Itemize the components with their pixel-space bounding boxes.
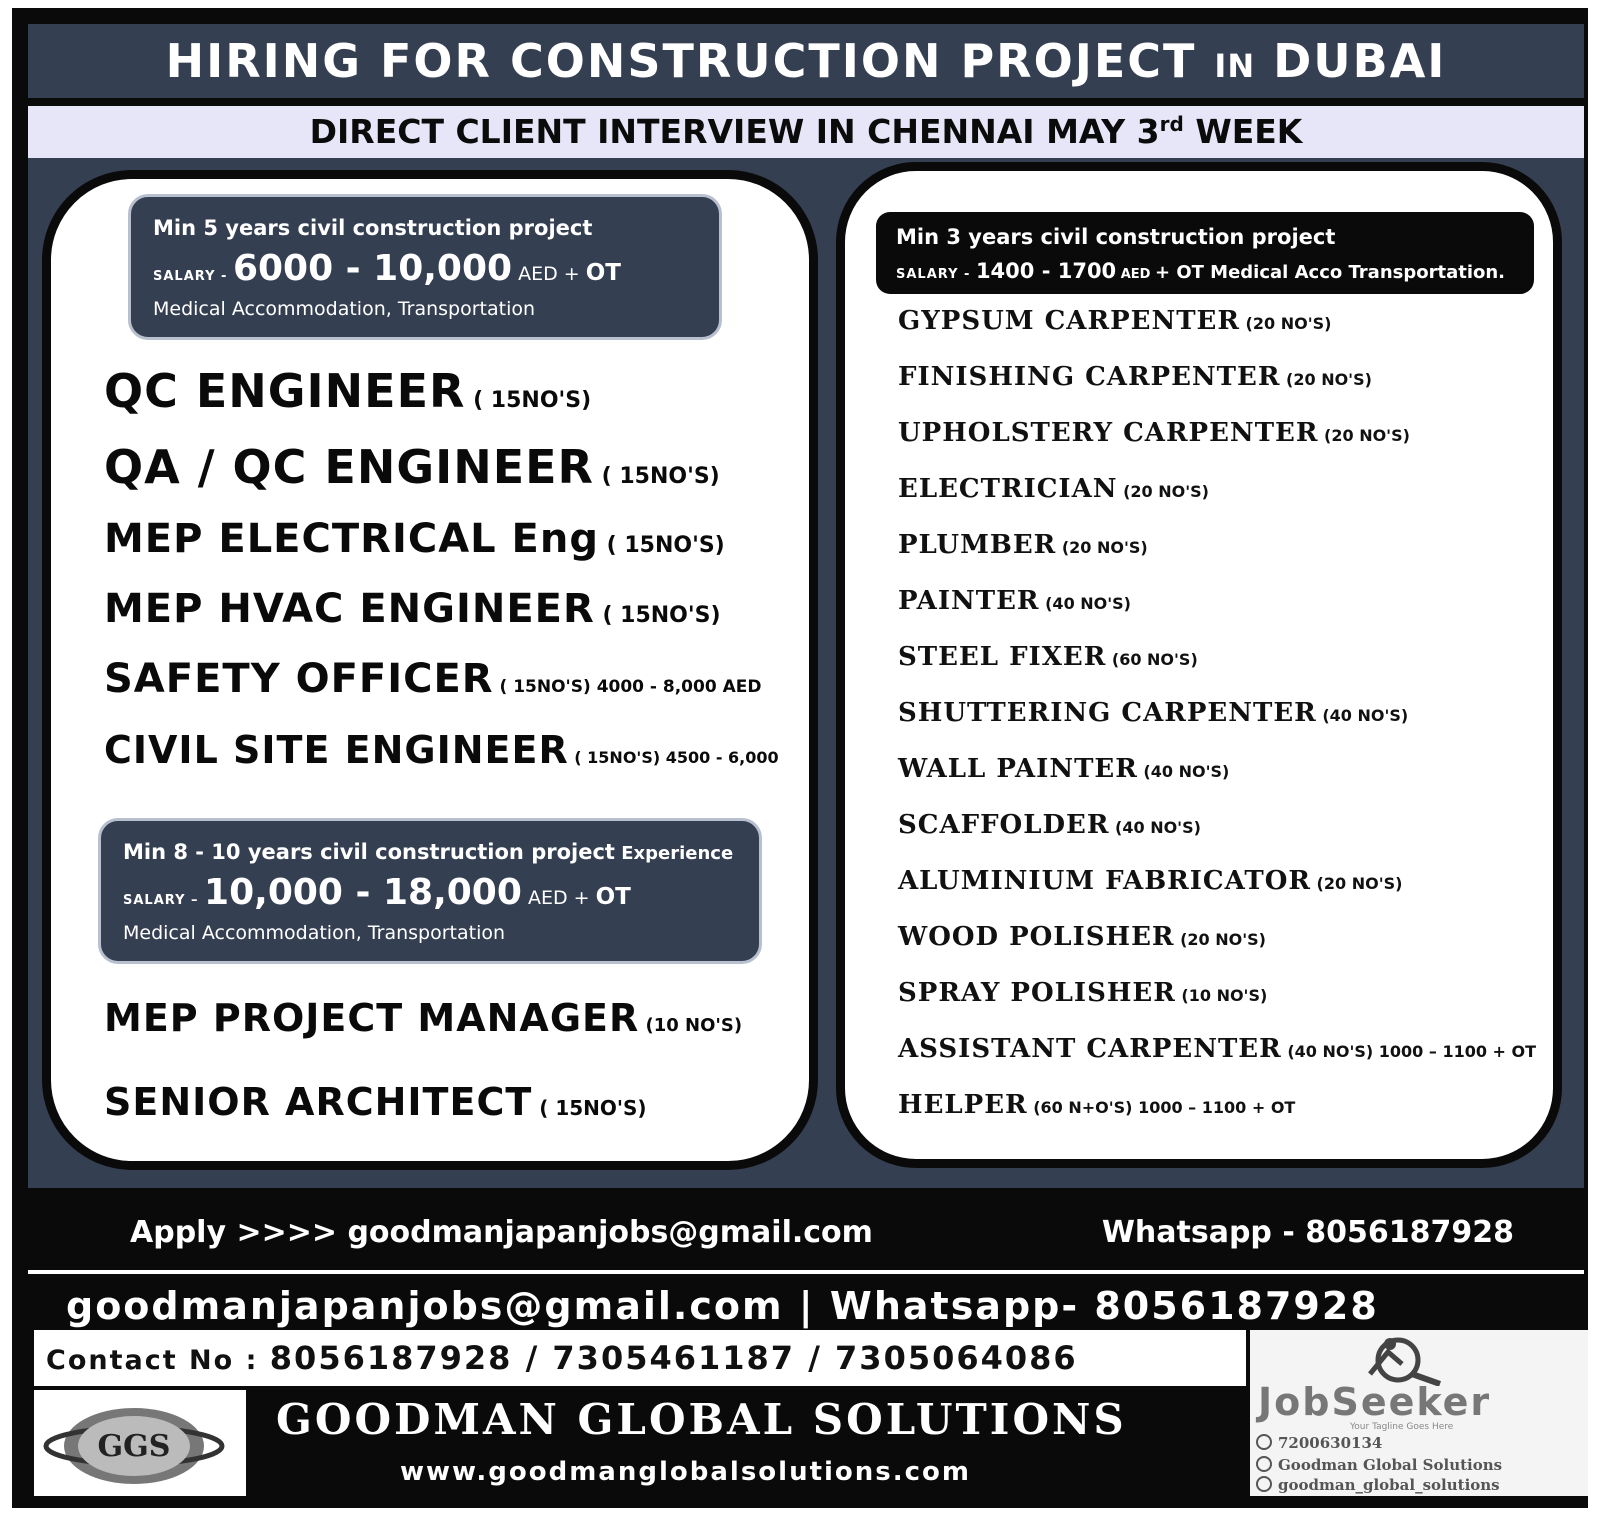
job-helper: HELPER (60 N+O'S) 1000 – 1100 + OT (898, 1090, 1296, 1120)
contact-phone-list[interactable]: 8056187928 / 7305461187 / 7305064086 (269, 1339, 1078, 1377)
poster-title (28, 24, 1584, 98)
benefits-text-senior: Medical Accommodation, Transportation (123, 922, 506, 944)
job-mep-electrical: MEP ELECTRICAL Eng ( 15NO'S) (104, 516, 725, 562)
job-gypsum-carpenter: GYPSUM CARPENTER (20 NO'S) (898, 306, 1332, 336)
job-safety-officer: SAFETY OFFICER ( 15NO'S) 4000 - 8,000 AED (104, 656, 762, 702)
job-wall-painter: WALL PAINTER (40 NO'S) (898, 754, 1230, 784)
divider (28, 1270, 1584, 1274)
title-part2: DUBAI (1255, 34, 1447, 88)
salary-box-trades (876, 212, 1534, 294)
phone-icon (1256, 1434, 1272, 1450)
salary-range-senior: 10,000 - 18,000 (204, 872, 522, 913)
salary-box-senior (98, 818, 762, 964)
apply-email[interactable]: Apply >>>> goodmanjapanjobs@gmail.com (130, 1215, 873, 1250)
job-plumber: PLUMBER (20 NO'S) (898, 530, 1148, 560)
instagram-icon (1256, 1476, 1272, 1492)
interview-end: WEEK (1183, 112, 1303, 151)
salary-line-senior: SALARY – 10,000 - 18,000 AED + OT (123, 872, 631, 913)
title-part1: HIRING FOR CONSTRUCTION PROJECT (165, 34, 1215, 88)
job-upholstery-carpenter: UPHOLSTERY CARPENTER (20 NO'S) (898, 418, 1410, 448)
jobseeker-facebook: Goodman Global Solutions (1256, 1456, 1502, 1474)
benefits-text: Medical Accommodation, Transportation (153, 298, 536, 320)
company-name: GOODMAN GLOBAL SOLUTIONS (276, 1395, 1127, 1444)
ggs-logo (34, 1390, 246, 1496)
interview-text: DIRECT CLIENT INTERVIEW IN CHENNAI MAY 3 (309, 112, 1160, 151)
requirement-text-trades: Min 3 years civil construction project (896, 225, 1336, 249)
job-qa-qc-engineer: QA / QC ENGINEER ( 15NO'S) (104, 440, 720, 494)
job-steel-fixer: STEEL FIXER (60 NO'S) (898, 642, 1198, 672)
email-whatsapp-line[interactable]: goodmanjapanjobs@gmail.com | Whatsapp- 8056187928 (66, 1284, 1379, 1328)
job-mep-project-manager: MEP PROJECT MANAGER (10 NO'S) (104, 996, 743, 1040)
job-shuttering-carpenter: SHUTTERING CARPENTER (40 NO'S) (898, 698, 1409, 728)
job-scaffolder: SCAFFOLDER (40 NO'S) (898, 810, 1201, 840)
salary-line: SALARY - 6000 - 10,000 AED + OT (153, 248, 621, 289)
jobseeker-card (1250, 1330, 1588, 1496)
job-qc-engineer: QC ENGINEER ( 15NO'S) (104, 364, 592, 418)
requirement-text-senior: Min 8 - 10 years civil construction project Experience (123, 840, 734, 864)
job-painter: PAINTER (40 NO'S) (898, 586, 1131, 616)
magnifier-person-icon (1340, 1334, 1460, 1386)
apply-whatsapp[interactable]: Whatsapp - 8056187928 (1101, 1215, 1514, 1250)
title-in: IN (1214, 47, 1256, 85)
job-electrician: ELECTRICIAN (20 NO'S) (898, 474, 1209, 504)
svg-text:GGS: GGS (97, 1429, 171, 1464)
job-finishing-carpenter: FINISHING CARPENTER (20 NO'S) (898, 362, 1372, 392)
interview-sup: rd (1159, 112, 1184, 136)
job-wood-polisher: WOOD POLISHER (20 NO'S) (898, 922, 1266, 952)
salary-line-trades: SALARY - 1400 - 1700 AED + OT Medical Acco Transportation. (896, 259, 1506, 283)
job-mep-hvac: MEP HVAC ENGINEER ( 15NO'S) (104, 586, 721, 632)
company-website[interactable]: www.goodmanglobalsolutions.com (400, 1457, 972, 1487)
contact-numbers: Contact No : 8056187928 / 7305461187 / 7305064086 (34, 1330, 1246, 1386)
job-senior-architect: SENIOR ARCHITECT ( 15NO'S) (104, 1080, 647, 1124)
job-spray-polisher: SPRAY POLISHER (10 NO'S) (898, 978, 1268, 1008)
globe-icon (34, 1390, 246, 1496)
jobseeker-phone: 7200630134 (1256, 1434, 1382, 1452)
apply-bar (28, 1196, 1584, 1270)
job-civil-site-engineer: CIVIL SITE ENGINEER ( 15NO'S) 4500 - 6,000 (104, 728, 779, 772)
facebook-icon (1256, 1456, 1272, 1472)
jobseeker-instagram: goodman_global_solutions (1256, 1476, 1500, 1494)
requirement-text: Min 5 years civil construction project (153, 216, 593, 240)
salary-range: 6000 - 10,000 (232, 248, 513, 289)
jobseeker-tagline: Your Tagline Goes Here (1350, 1422, 1454, 1432)
interview-banner (28, 106, 1584, 158)
jobseeker-brand: JobSeeker (1258, 1380, 1492, 1424)
salary-box-engineers (128, 194, 722, 340)
job-aluminium-fabricator: ALUMINIUM FABRICATOR (20 NO'S) (898, 866, 1403, 896)
job-assistant-carpenter: ASSISTANT CARPENTER (40 NO'S) 1000 – 1100 + OT (898, 1034, 1537, 1064)
